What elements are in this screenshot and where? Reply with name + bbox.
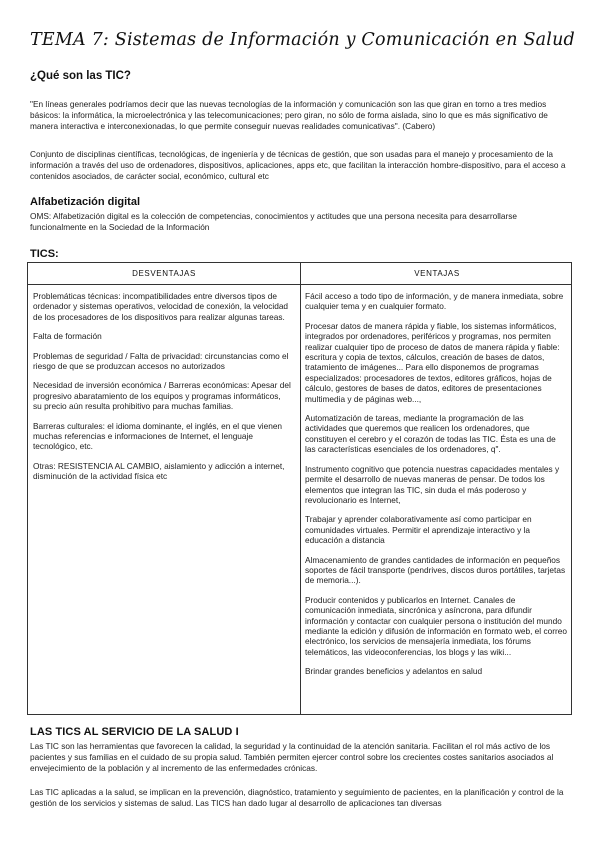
- heading-que-son-tic: ¿Qué son las TIC?: [30, 70, 131, 82]
- tics-table: [27, 262, 572, 715]
- ventaja-item: Automatización de tareas, mediante la programación de las actividades que queremos que realicen los ordenadores, que constituyen el cerebro y el corazón de todas las TIC. Ésta es una de las características esenciales de los ordenadores, q".: [305, 413, 556, 455]
- paragraph-salud-2: Las TIC aplicadas a la salud, se implican en la prevención, diagnóstico, tratamiento y seguimiento de pacientes, en la planificación y control de la gestión de los servicios y sistemas de salud. Las TICS han dado lugar al desarrollo de aplicaciones tan diversas: [30, 787, 564, 809]
- column-header-ventajas: VENTAJAS: [414, 269, 460, 278]
- paragraph-quote-cabero: "En líneas generales podríamos decir que las nuevas tecnologías de la información y comunicación son las que giran en torno a tres medios básicos: la informática, la microelectrónica y las telecomunicaciones; pero giran, no sólo de forma aislada, sino lo que es más significativo de manera interactiva e interconexionadas, lo que permite conseguir nuevas realidades comunicativas". (Cabero): [30, 99, 548, 132]
- ventaja-item: Producir contenidos y publicarlos en Internet. Canales de comunicación inmediata, sincrónica y asíncrona, para difundir información y contactar con cualquier persona o institución del mundo mediante la edición y difusión de información en formato web, el correo electrónico, los servicios de mensajería inmediata, los fórums telemáticos, las videoconferencias, los blogs y las wiki...: [305, 594, 567, 657]
- ventaja-item: Brindar grandes beneficios y adelantos en salud: [305, 666, 483, 677]
- desventaja-item: Problemas de seguridad / Falta de privacidad: circunstancias como el riesgo de que se produzcan accesos no autorizados: [33, 350, 289, 372]
- desventajas-column: [33, 291, 291, 491]
- heading-tics-salud: LAS TICS AL SERVICIO DE LA SALUD I: [30, 726, 239, 738]
- paragraph-salud-1: Las TIC son las herramientas que favorecen la calidad, la seguridad y la continuidad de la atención sanitaria. Facilitan el rol más activo de los pacientes y sus familias en el cuidado de su propia salud. También permiten ejercer control sobre los crecientes costes sanitarios asociados al envejecimiento de la población y al incremento de las enfermedades crónicas.: [30, 741, 554, 774]
- heading-tics: TICS:: [30, 248, 59, 260]
- desventaja-item: Otras: RESISTENCIA AL CAMBIO, aislamiento y adicción a internet, disminución de la actividad física etc: [33, 460, 285, 482]
- ventaja-item: Procesar datos de manera rápida y fiable, los sistemas informáticos, integrados por ordenadores, periféricos y programas, nos permiten realizar cualquier tipo de proceso de datos de manera rápida y fiable: escritura y copia de textos, cálculos, creación de bases de datos, tratamiento de imágenes... Para ello disponemos de programas especializados: procesadores de textos, editores gráficos, hojas de cálculo, gestores de bases de datos, editores de presentaciones multimedia y de páginas web...,: [305, 320, 560, 404]
- desventaja-item: Problemáticas técnicas: incompatibilidades entre diversos tipos de ordenador y sistemas operativos, velocidad de conexión, la velocidad de los procesadores de los dispositivos para realizar algunas tareas.: [33, 291, 289, 322]
- ventaja-item: Almacenamiento de grandes cantidades de información en pequeños soportes de fácil transporte (pendrives, discos duros portátiles, tarjetas de memoria...).: [305, 554, 566, 586]
- heading-alfabetizacion-digital: Alfabetización digital: [30, 196, 141, 208]
- table-column-divider: [300, 263, 301, 714]
- page-title: TEMA 7: Sistemas de Información y Comunicación en Salud: [30, 30, 575, 50]
- ventaja-item: Trabajar y aprender colaborativamente así como participar en comunidades virtuales. Permitir el aprendizaje interactivo y la educación a distancia: [305, 514, 532, 546]
- desventaja-item: Falta de formación: [33, 331, 102, 342]
- paragraph-alfabetizacion: OMS: Alfabetización digital es la colección de competencias, conocimientos y actitudes que una persona necesita para desarrollarse funcionalmente en la Sociedad de la Información: [30, 211, 518, 233]
- paragraph-definition-tic: Conjunto de disciplinas científicas, tecnológicas, de ingeniería y de técnicas de gestión, que son usadas para el manejo y procesamiento de la información a través del uso de ordenadores, dispositivos, aplicaciones, apps etc, que facilitan la interacción hombre-dispositivo, para el acceso a contenidos asociados, de carácter social, económico, cultural etc: [30, 149, 566, 182]
- desventaja-item: Necesidad de inversión económica / Barreras económicas: Apesar del progresivo abaratamiento de los equipos y programas informáticos, su precio aún resulta prohibitivo para muchas familias.: [33, 380, 291, 412]
- ventaja-item: Instrumento cognitivo que potencia nuestras capacidades mentales y permite el desarrollo de nuevas maneras de pensar. De todos los elementos que integran las TIC, sin duda el más poderoso y revolucionario es Internet,: [305, 463, 560, 505]
- ventajas-column: [305, 291, 567, 686]
- ventaja-item: Fácil acceso a todo tipo de información, y de manera inmediata, sobre cualquier tema y en cualquier formato.: [305, 291, 564, 312]
- column-header-desventajas: DESVENTAJAS: [132, 269, 196, 278]
- desventaja-item: Barreras culturales: el idioma dominante, el inglés, en el que vienen muchas referencias e informaciones de Internet, el lenguaje tecnológico, etc.: [33, 420, 283, 452]
- table-header-divider: [28, 284, 571, 285]
